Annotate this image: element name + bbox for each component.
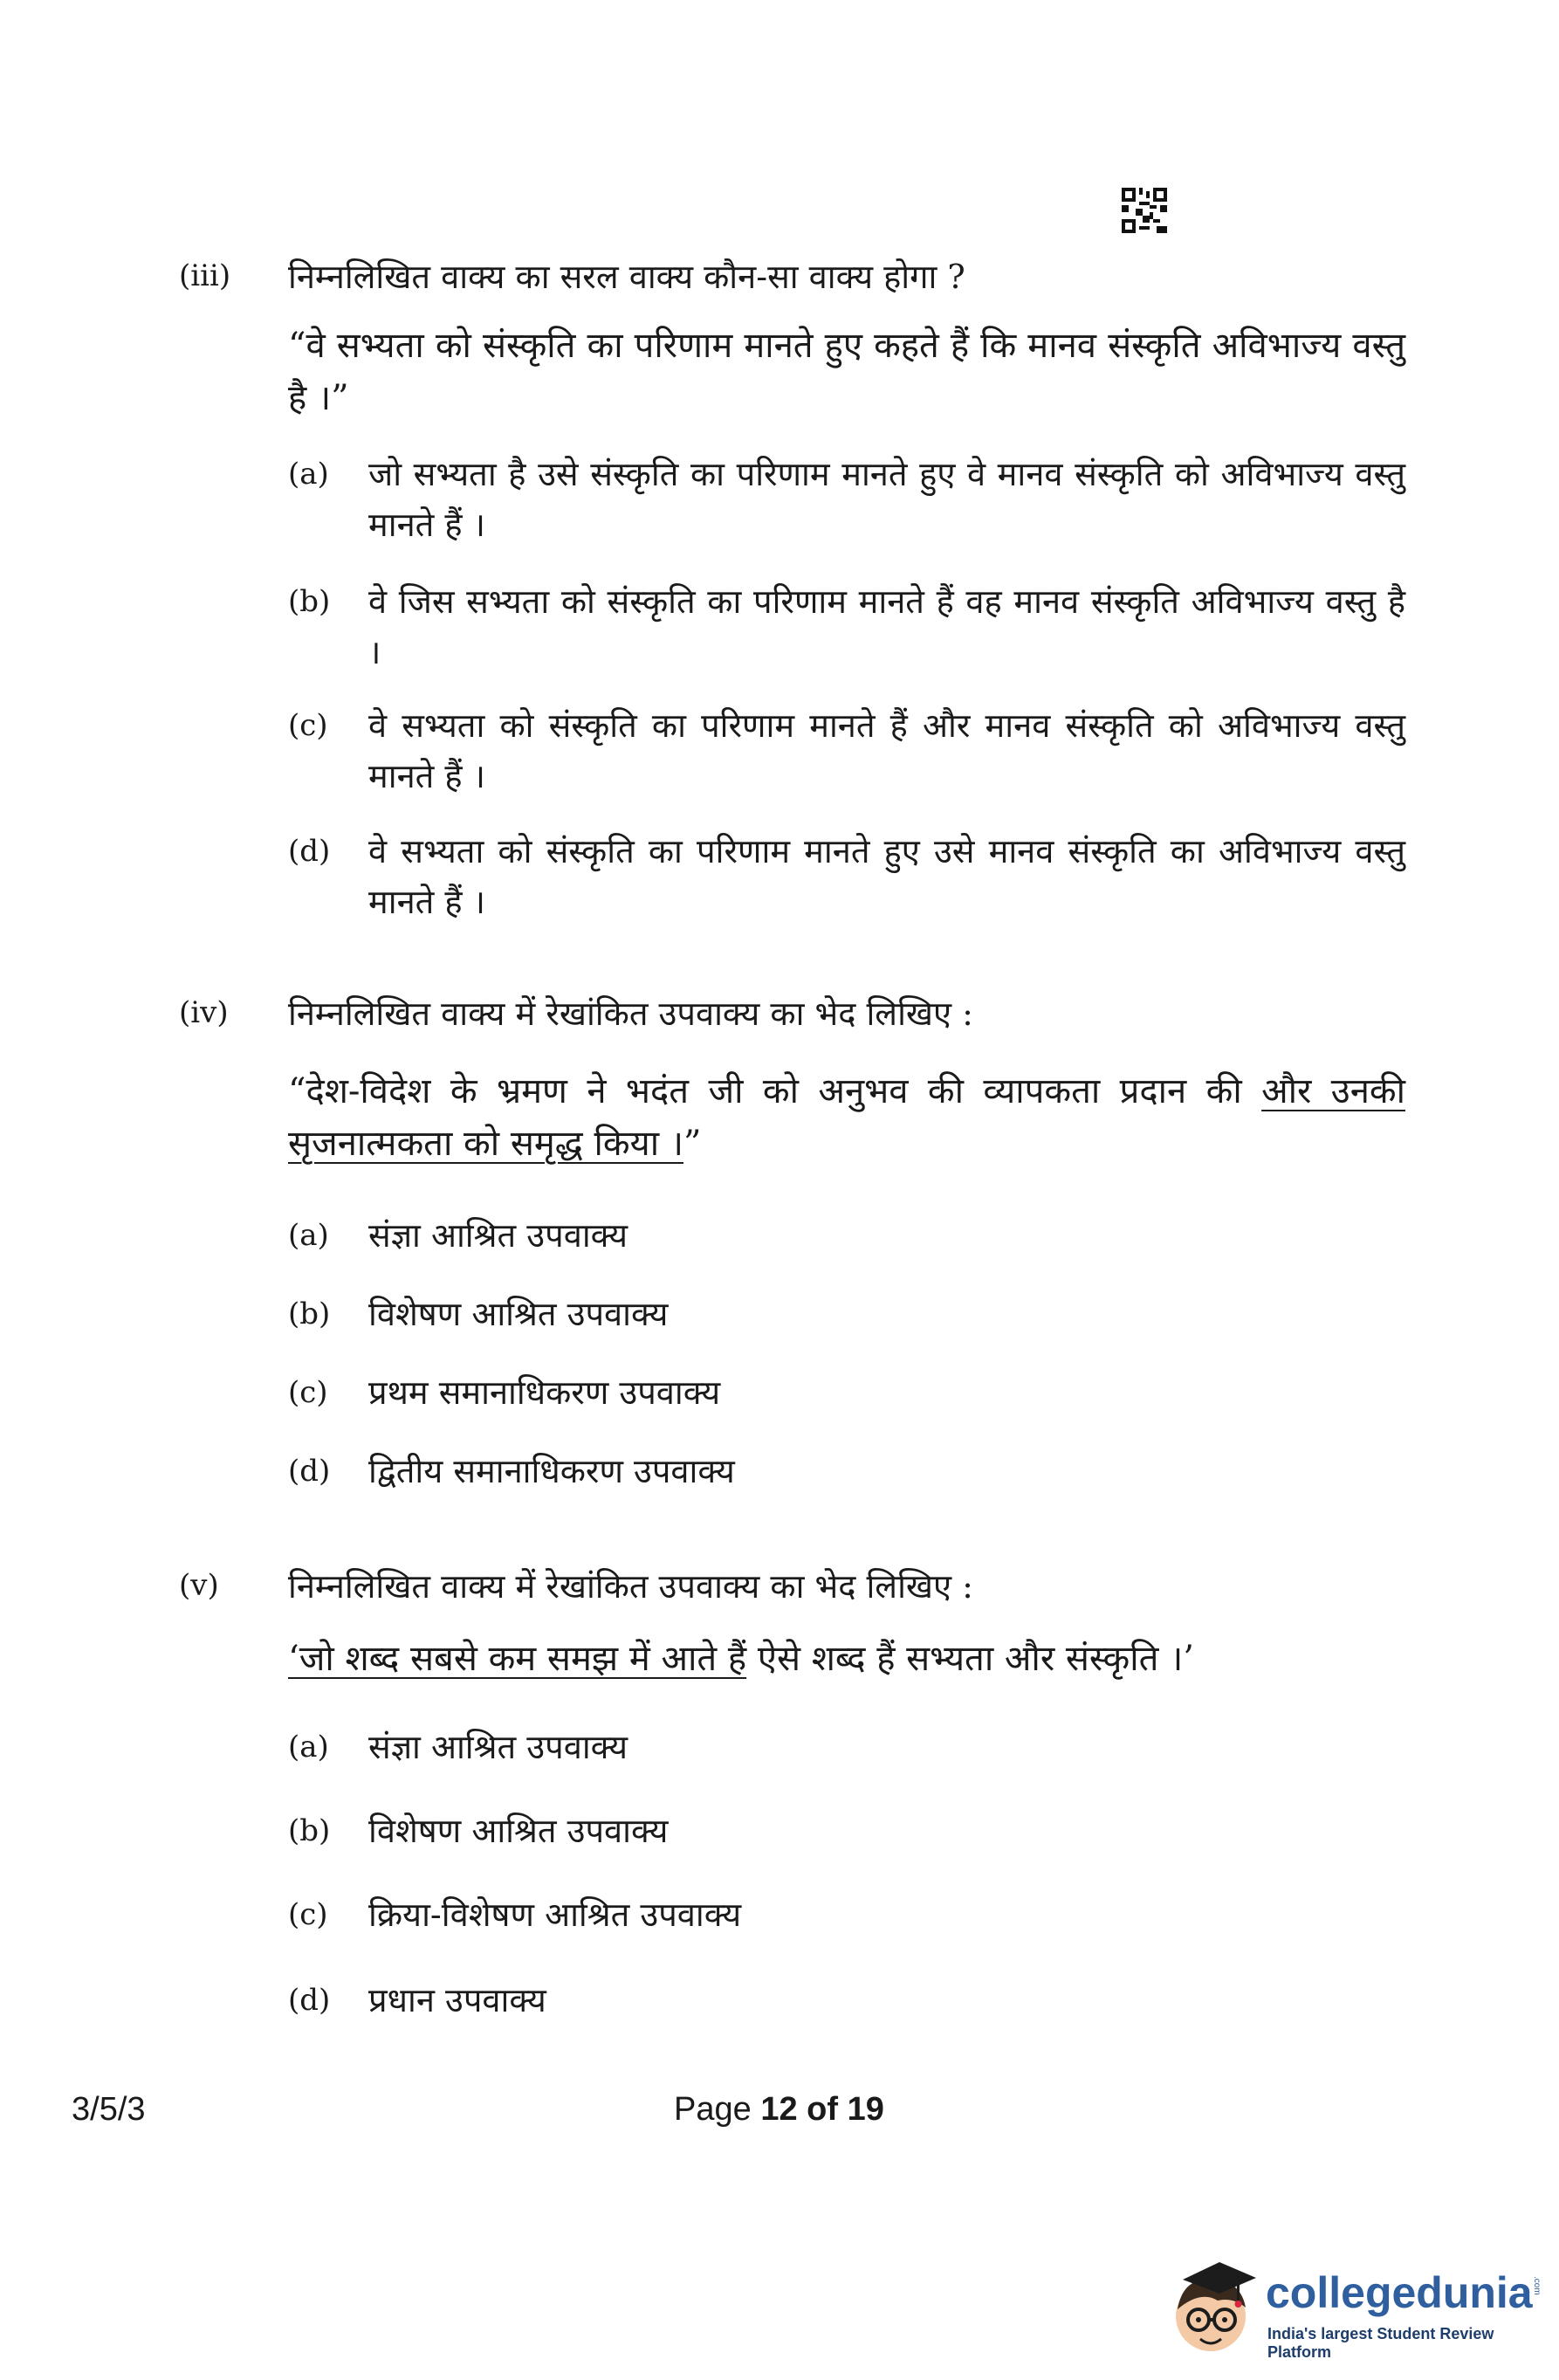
option-text: वे जिस सभ्यता को संस्कृति का परिणाम मानते हैं वह मानव संस्कृति अविभाज्य वस्तु है । xyxy=(368,582,1405,671)
question-quote: “वे सभ्यता को संस्कृति का परिणाम मानते हुए कहते हैं कि मानव संस्कृति अविभाज्य वस्तु है ।” xyxy=(288,326,1405,418)
brand-domain: .com xyxy=(1532,2276,1542,2295)
quote-text: “देश-विदेश के भ्रमण ने भदंत जी को अनुभव की व्यापकता प्रदान की xyxy=(288,1071,1242,1111)
page-total: 19 xyxy=(847,2091,884,2128)
brand-tagline: India's largest Student Review Platform xyxy=(1267,2325,1494,2361)
qr-code-icon xyxy=(1122,188,1167,233)
option-label: (a) xyxy=(288,1218,329,1253)
question-number: (v) xyxy=(179,1568,219,1603)
quote-text: ऐसे शब्द हैं सभ्यता और संस्कृति ।’ xyxy=(746,1639,1194,1679)
option-text: वे सभ्यता को संस्कृति का परिणाम मानते हैं और मानव संस्कृति को अविभाज्य वस्तु मानते हैं । xyxy=(368,706,1405,795)
option-label: (a) xyxy=(288,1730,329,1764)
brand-name: collegedunia xyxy=(1266,2268,1533,2317)
option-label: (c) xyxy=(288,1897,328,1932)
question-number: (iv) xyxy=(179,995,229,1030)
option-label: (c) xyxy=(288,1375,328,1410)
question-quote xyxy=(288,1633,1405,1685)
question-number: (iii) xyxy=(179,258,231,293)
option-text: संज्ञा आश्रित उपवाक्य xyxy=(368,1216,628,1255)
question-quote xyxy=(288,1065,1405,1170)
option-label: (b) xyxy=(288,584,331,619)
collegedunia-logo xyxy=(1165,2257,1549,2362)
option-label: (d) xyxy=(288,834,331,869)
option-label: (d) xyxy=(288,1983,331,2018)
page-of: of xyxy=(797,2091,848,2128)
option-text: संज्ञा आश्रित उपवाक्य xyxy=(368,1728,628,1766)
option-text: द्वितीय समानाधिकरण उपवाक्य xyxy=(368,1452,735,1490)
question-stem: निम्नलिखित वाक्य का सरल वाक्य कौन-सा वाक्य होगा ? xyxy=(288,258,965,296)
page-number xyxy=(674,2091,884,2129)
option-label: (b) xyxy=(288,1813,331,1848)
underlined-clause: और उनकी सृजनात्मकता को समृद्ध किया । xyxy=(288,1071,1405,1164)
option-text: प्रथम समानाधिकरण उपवाक्य xyxy=(368,1373,721,1412)
option-text: जो सभ्यता है उसे संस्कृति का परिणाम मानते हुए वे मानव संस्कृति को अविभाज्य वस्तु मानते हैं । xyxy=(368,455,1405,544)
question-stem: निम्नलिखित वाक्य में रेखांकित उपवाक्य का भेद लिखिए : xyxy=(288,1567,973,1606)
option-text: प्रधान उपवाक्य xyxy=(368,1981,546,2019)
option-label: (b) xyxy=(288,1297,331,1331)
option-label: (d) xyxy=(288,1454,331,1489)
page-current: 12 xyxy=(760,2091,798,2128)
option-text: क्रिया-विशेषण आश्रित उपवाक्य xyxy=(368,1895,742,1934)
underlined-clause: ‘जो शब्द सबसे कम समझ में आते हैं xyxy=(288,1639,747,1679)
paper-code: 3/5/3 xyxy=(72,2091,146,2128)
option-label: (c) xyxy=(288,708,328,743)
option-text: विशेषण आश्रित उपवाक्य xyxy=(368,1295,669,1333)
page-prefix: Page xyxy=(674,2091,761,2128)
option-text: वे सभ्यता को संस्कृति का परिणाम मानते हुए उसे मानव संस्कृति का अविभाज्य वस्तु मानते हैं । xyxy=(368,832,1405,921)
question-stem: निम्नलिखित वाक्य में रेखांकित उपवाक्य का भेद लिखिए : xyxy=(288,994,973,1033)
quote-end: ” xyxy=(683,1124,702,1164)
student-mascot-icon xyxy=(1165,2257,1261,2362)
option-text: विशेषण आश्रित उपवाक्य xyxy=(368,1812,669,1850)
option-label: (a) xyxy=(288,457,329,492)
